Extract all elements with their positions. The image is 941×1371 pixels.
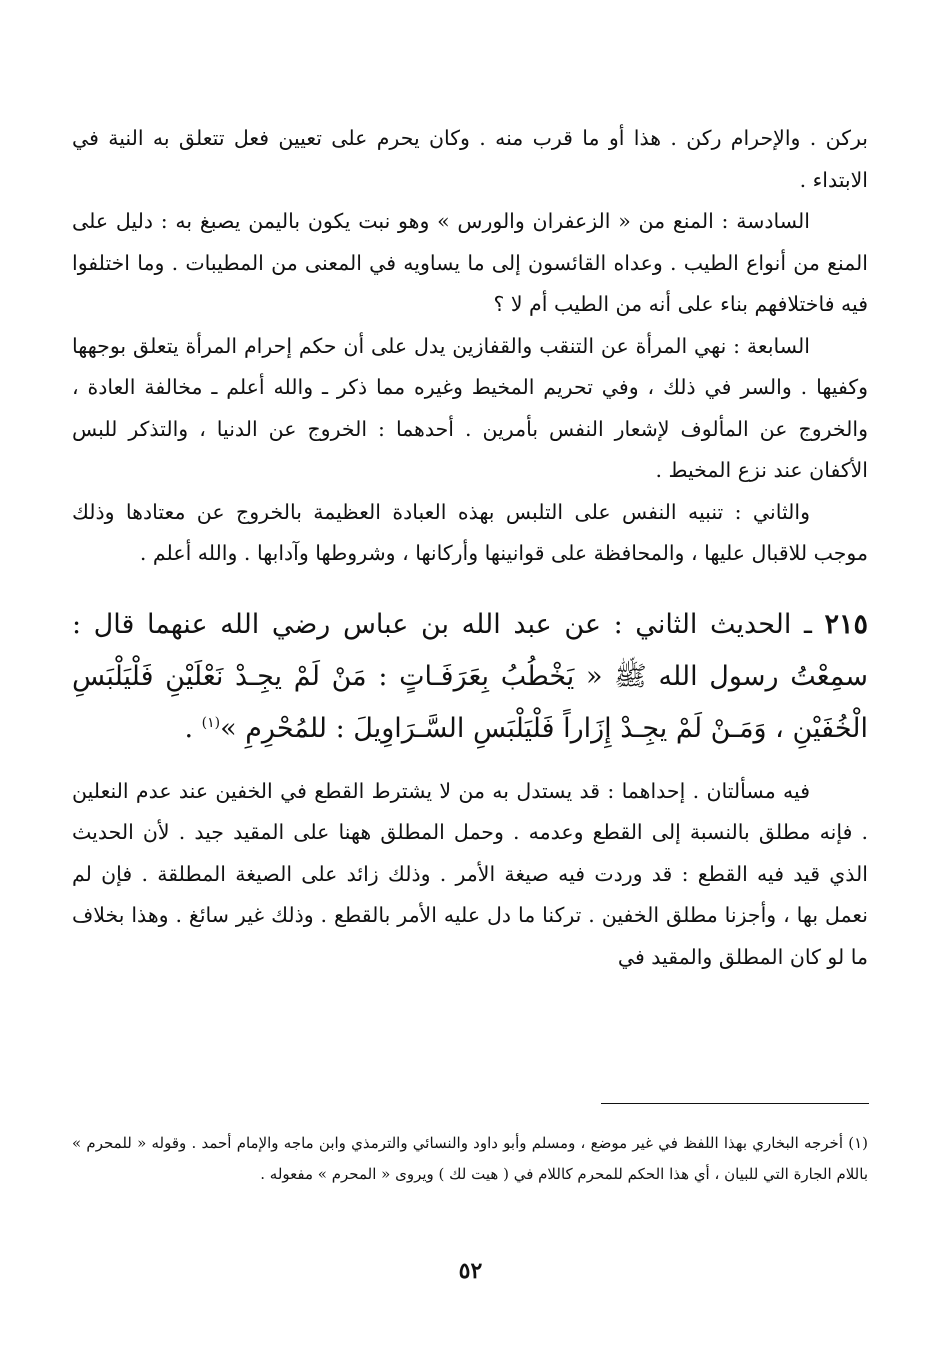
hadith-block	[72, 599, 868, 755]
body-paragraph-3: السابعة : نهي المرأة عن التنقب والقفازين يدل على أن حكم إحرام المرأة يتعلق بوجهها وكفيها . والسر في ذلك ، وفي تحريم المخيط وغيره مما ذكر ـ والله أعلم ـ مخالفة العادة ، والخروج عن المألوف لإشعار النفس بأمرين . أحدهما : الخروج عن الدنيا ، والتذكر للبس الأكفان عند نزع المخيط .	[72, 333, 868, 482]
hadith-number: ٢١٥	[824, 608, 868, 640]
body-paragraph-2: السادسة : المنع من « الزعفران والورس » وهو نبت يكون باليمن يصبغ به : دليل على المنع من أنواع الطيب . وعداه القائسون إلى ما يساويه في المعنى من المطيبات . وما اختلفوا فيه فاختلافهم بناء على أنه من الطيب أم لا ؟	[72, 209, 868, 316]
page-body	[72, 118, 868, 978]
body-paragraph-1: بركن . والإحرام ركن . هذا أو ما قرب منه . وكان يحرم على تعيين فعل تتعلق به النية في الابتداء .	[72, 126, 868, 192]
page-number: ٥٢	[458, 1258, 483, 1284]
hadith-paragraph	[72, 599, 868, 755]
commentary-block	[72, 771, 868, 979]
hadith-text: ـ الحديث الثاني : عن عبد الله بن عباس رضي الله عنهما قال : سمِعْتُ رسول الله ﷺ « يَخْطُبُ بِعَرَفَـاتٍ : مَنْ لَمْ يجِـدْ نَعْلَيْنِ فَلْيَلْبَسِ الْخُفَيْنِ ، وَمَـنْ لَمْ يجِـدْ إِزَاراً فَلْيَلْبَسِ السَّـرَاوِيلَ : للمُحْرِمِ »	[72, 608, 868, 744]
footnotes	[72, 1128, 868, 1190]
hadith-end: .	[184, 712, 194, 744]
footnote-divider	[601, 1103, 869, 1104]
body-paragraph-4: والثاني : تنبيه النفس على التلبس بهذه العبادة العظيمة بالخروج عن معتادها وذلك موجب للاقبال عليها ، والمحافظة على قوانينها وأركانها ، وشروطها وآدابها . والله أعلم .	[72, 499, 868, 565]
footnote-reference[interactable]: (١)	[201, 714, 221, 731]
commentary-paragraph-1: فيه مسألتان . إحداهما : قد يستدل به من لا يشترط القطع في الخفين عند عدم النعلين . فإنه مطلق بالنسبة إلى القطع وعدمه . وحمل المطلق ههنا على المقيد جيد . لأن الحديث الذي قيد فيه القطع : قد وردت فيه صيغة الأمر . وذلك زائد على الصيغة المطلقة . فإن لم نعمل بها ، وأجزنا مطلق الخفين . تركنا ما دل عليه الأمر بالقطع . وذلك غير سائغ . وهذا بخلاف ما لو كان المطلق والمقيد في	[72, 778, 868, 969]
footnote-1: (١) أخرجه البخاري بهذا اللفظ في غير موضع ، ومسلم وأبو داود والنسائي والترمذي وابن ماجه والإمام أحمد . وقوله « للمحرم » باللام الجارة التي للبيان ، أي هذا الحكم للمحرم كاللام في ( هيت لك ) ويروى « المحرم » مفعوله .	[72, 1134, 868, 1183]
